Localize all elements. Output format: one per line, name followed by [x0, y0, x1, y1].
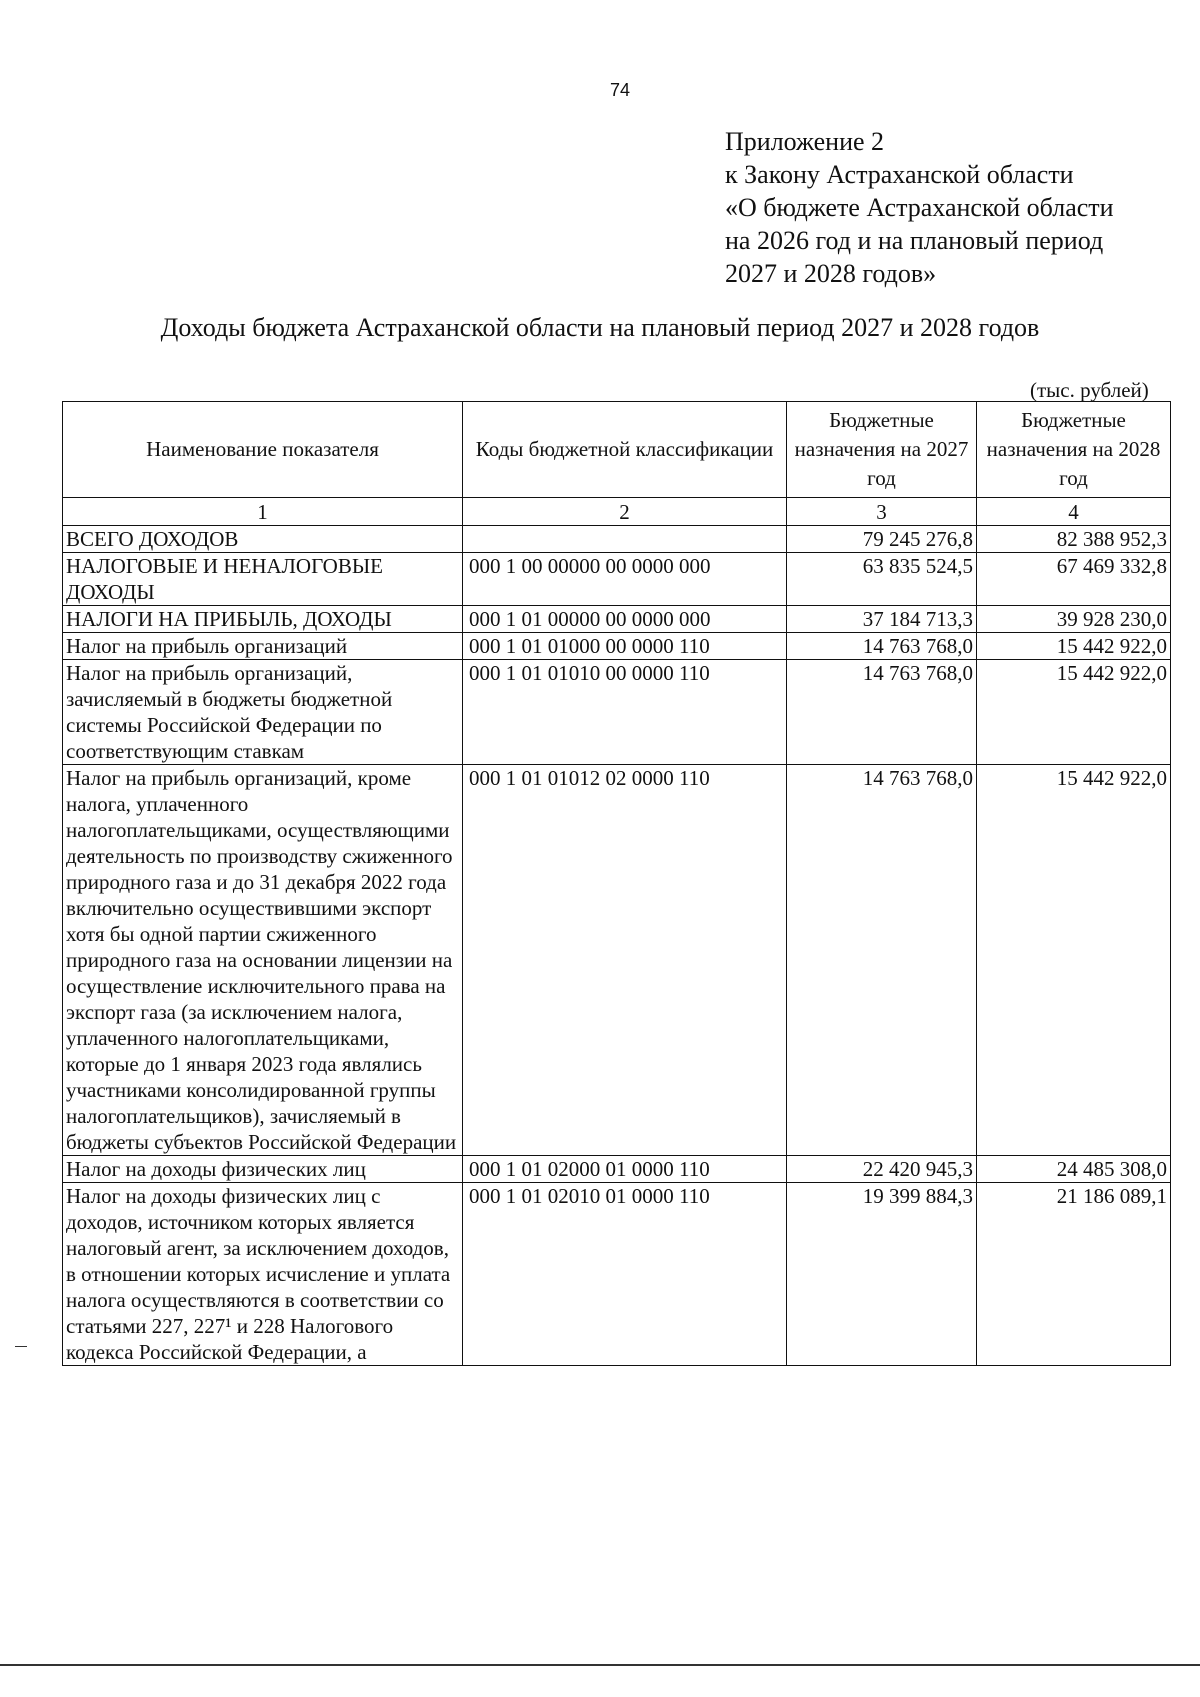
- row-name: Налог на прибыль организаций, кроме налога, уплаченного налогоплательщиками, осуществляющими деятельность по производству сжиженного природного газа и до 31 декабря 2022 года включительно осуществившими экспорт хотя бы одной партии сжиженного природного газа на основании лицензии на осуществление исключительного права на экспорт газа (за исключением налога, уплаченного налогоплательщиками, которые до 1 января 2023 года являлись участниками консолидированной группы налогоплательщиков), зачисляемый в бюджеты субъектов Российской Федерации: [63, 765, 463, 1156]
- table-row: [63, 1156, 1171, 1183]
- row-name: НАЛОГИ НА ПРИБЫЛЬ, ДОХОДЫ: [63, 606, 463, 633]
- header-budget-2027: Бюджетные назначения на 2027 год: [787, 402, 977, 498]
- appendix-line: Приложение 2: [725, 127, 885, 156]
- appendix-line: «О бюджете Астраханской области: [725, 193, 1114, 222]
- row-code: 000 1 01 01010 00 0000 110: [463, 660, 787, 765]
- document-title: Доходы бюджета Астраханской области на плановый период 2027 и 2028 годов: [160, 313, 1040, 342]
- table-row: [63, 633, 1171, 660]
- row-name: Налог на доходы физических лиц: [63, 1156, 463, 1183]
- column-number-row: [63, 498, 1171, 526]
- row-value-2027: 14 763 768,0: [787, 633, 977, 660]
- row-name: Налог на доходы физических лиц с доходов, источником которых является налоговый агент, за исключением доходов, в отношении которых исчисление и уплата налога осуществляются в соответствии со статьями 227, 227¹ и 228 Налогового кодекса Российской Федерации, а: [63, 1183, 463, 1366]
- row-value-2028: 24 485 308,0: [977, 1156, 1171, 1183]
- table-row: [63, 606, 1171, 633]
- table-row: [63, 660, 1171, 765]
- appendix-line: 2027 и 2028 годов»: [725, 259, 937, 288]
- revenue-table: [62, 401, 1171, 1366]
- row-value-2028: 21 186 089,1: [977, 1183, 1171, 1366]
- row-code: [463, 526, 787, 553]
- row-value-2027: 63 835 524,5: [787, 553, 977, 606]
- units-label: (тыс. рублей): [1030, 378, 1149, 402]
- row-value-2027: 14 763 768,0: [787, 765, 977, 1156]
- appendix-block: [725, 125, 1114, 290]
- row-value-2027: 79 245 276,8: [787, 526, 977, 553]
- row-value-2028: 82 388 952,3: [977, 526, 1171, 553]
- row-value-2028: 15 442 922,0: [977, 633, 1171, 660]
- row-value-2028: 67 469 332,8: [977, 553, 1171, 606]
- row-value-2028: 39 928 230,0: [977, 606, 1171, 633]
- row-value-2027: 37 184 713,3: [787, 606, 977, 633]
- bottom-rule: [0, 1664, 1200, 1666]
- row-code: 000 1 01 01000 00 0000 110: [463, 633, 787, 660]
- row-value-2028: 15 442 922,0: [977, 660, 1171, 765]
- row-name: Налог на прибыль организаций, зачисляемый в бюджеты бюджетной системы Российской Федерации по соответствующим ставкам: [63, 660, 463, 765]
- appendix-line: на 2026 год и на плановый период: [725, 226, 1104, 255]
- table-row: [63, 1183, 1171, 1366]
- header-indicator-name: Наименование показателя: [63, 402, 463, 498]
- row-value-2027: 19 399 884,3: [787, 1183, 977, 1366]
- table-row: [63, 553, 1171, 606]
- page-number: 74: [609, 80, 631, 100]
- header-budget-2028: Бюджетные назначения на 2028 год: [977, 402, 1171, 498]
- row-value-2027: 22 420 945,3: [787, 1156, 977, 1183]
- row-name: ВСЕГО ДОХОДОВ: [63, 526, 463, 553]
- column-number: 3: [787, 498, 977, 526]
- row-code: 000 1 00 00000 00 0000 000: [463, 553, 787, 606]
- row-name: НАЛОГОВЫЕ И НЕНАЛОГОВЫЕ ДОХОДЫ: [63, 553, 463, 606]
- column-number: 1: [63, 498, 463, 526]
- row-code: 000 1 01 01012 02 0000 110: [463, 765, 787, 1156]
- row-name: Налог на прибыль организаций: [63, 633, 463, 660]
- table-header-row: [63, 402, 1171, 498]
- margin-mark: [15, 1346, 27, 1347]
- table-row: [63, 765, 1171, 1156]
- row-code: 000 1 01 00000 00 0000 000: [463, 606, 787, 633]
- header-budget-codes: Коды бюджетной классификации: [463, 402, 787, 498]
- column-number: 4: [977, 498, 1171, 526]
- appendix-line: к Закону Астраханской области: [725, 160, 1074, 189]
- column-number: 2: [463, 498, 787, 526]
- table-row: [63, 526, 1171, 553]
- row-value-2027: 14 763 768,0: [787, 660, 977, 765]
- row-code: 000 1 01 02010 01 0000 110: [463, 1183, 787, 1366]
- row-value-2028: 15 442 922,0: [977, 765, 1171, 1156]
- row-code: 000 1 01 02000 01 0000 110: [463, 1156, 787, 1183]
